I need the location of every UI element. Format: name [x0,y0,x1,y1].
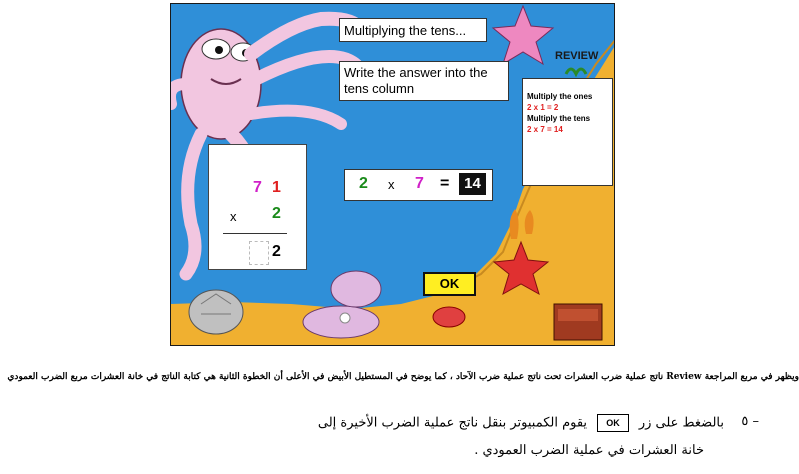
instruction-text: Write the answer into the tens column [344,65,488,96]
equation-equals: = [440,175,450,192]
caption-text: ويظهر في مربع المراجعة Review ناتج عملية ضرب العشرات تحت ناتج عملية ضرب الآحاد ، كما يوضح في المستطيل الأبيض في الأعلى أن الخطوة الثانية هي كتابة الناتج في خانة العشرات مربع الضرب العمودي [7,372,799,382]
instruction-box [339,61,509,101]
vertical-multiplication-card [208,144,307,270]
times-sign: x [230,209,237,224]
review-label: REVIEW [555,50,599,62]
review-line-4: 2 x 7 = 14 [527,125,563,134]
review-line-1: Multiply the ones [527,92,593,101]
seaweed [566,69,586,74]
clam-shell [303,306,379,338]
scallop-shell [189,290,243,334]
step-text-before: بالضغط على زر [638,415,724,431]
equation-b: 7 [415,175,424,192]
result-line [223,233,287,234]
equation-answer: 14 [459,173,486,195]
tens-answer-slot[interactable] [249,241,269,265]
ok-button[interactable]: OK [423,272,476,296]
equation-box [344,169,493,201]
bottom-digit: 2 [272,205,281,222]
step-line-1 [318,414,724,432]
equation-op: x [388,177,395,192]
lesson-scene [170,3,615,346]
review-line-2: 2 x 1 = 2 [527,103,559,112]
step-line-2: خانة العشرات في عملية الضرب العمودي . [474,443,704,458]
top-ones-digit: 1 [272,179,281,196]
inline-ok-button-label: OK [597,414,629,432]
equation-a: 2 [359,175,368,192]
step-number: ٥ – [741,414,759,429]
crab [433,307,465,327]
step-text-after: يقوم الكمبيوتر بنقل ناتج عملية الضرب الأخيرة إلى [317,415,588,431]
lesson-title-box [339,18,487,42]
lesson-title: Multiplying the tens... [344,23,467,38]
review-box [522,78,613,186]
starfish-top [493,6,553,64]
review-line-3: Multiply the tens [527,114,591,123]
top-tens-digit: 7 [253,179,262,196]
result-ones-digit: 2 [272,243,281,260]
